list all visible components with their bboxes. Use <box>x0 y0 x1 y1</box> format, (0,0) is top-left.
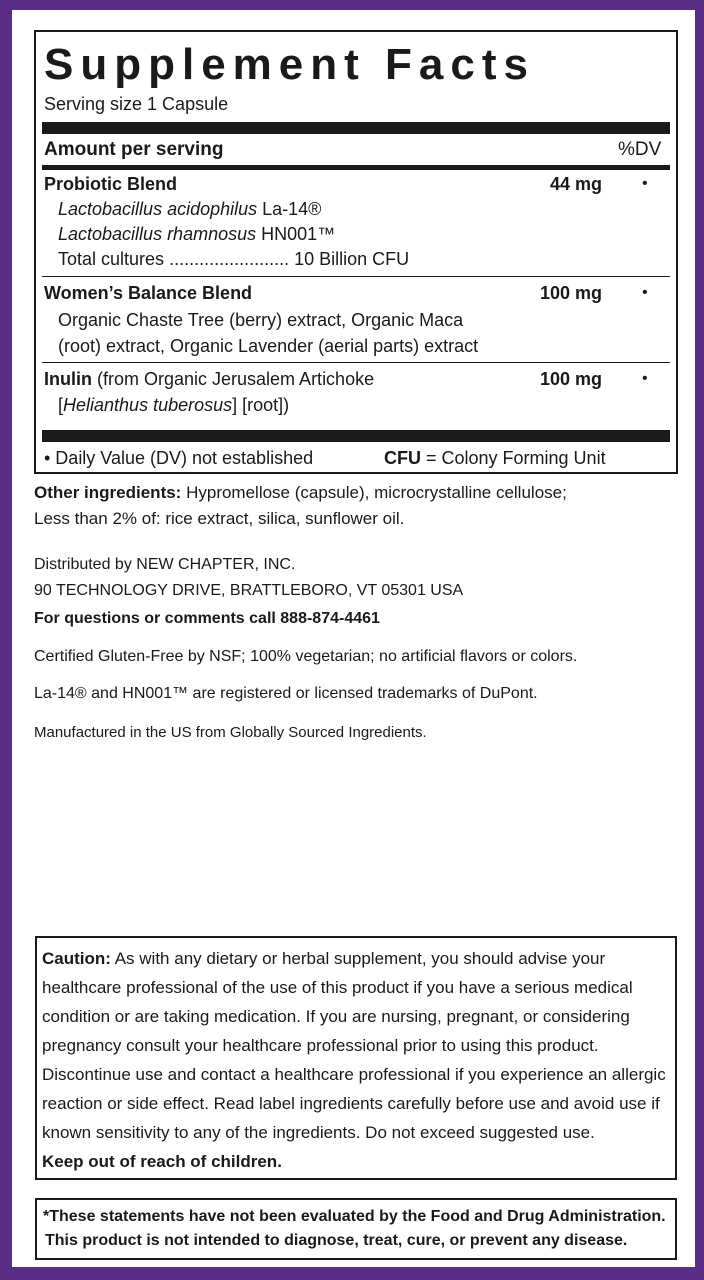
total-cultures <box>58 247 409 271</box>
footnote-cfu <box>384 446 606 470</box>
total-cultures-dots: ........................ <box>169 249 290 269</box>
thick-divider <box>42 122 670 134</box>
other-ingredients-line-1 <box>34 480 567 505</box>
strain-2 <box>58 222 335 246</box>
total-cultures-value: 10 Billion CFU <box>294 249 410 269</box>
inulin-dv: • <box>642 370 648 387</box>
strain-1 <box>58 197 321 221</box>
distributor-line-1: Distributed by NEW CHAPTER, INC. <box>34 556 296 573</box>
row-divider <box>42 276 670 277</box>
womens-blend-amount: 100 mg <box>540 283 603 303</box>
strain-2-code: HN001™ <box>261 224 336 244</box>
inulin-line-2 <box>58 393 289 417</box>
caution-text <box>42 944 672 1176</box>
dv-header: %DV <box>618 139 662 160</box>
inulin-amount: 100 mg <box>540 369 603 389</box>
inulin-desc: (from Organic Jerusalem Artichoke <box>92 369 375 389</box>
trademark-line: La-14® and HN001™ are registered or licensed trademarks of DuPont. <box>34 685 538 702</box>
caution-body: As with any dietary or herbal supplement, you should advise your healthcare professional of the use of this product if you have a serious medical condition or are taking medication. If you are nursing, pregnant, or considering pregnancy consult your healthcare professional prior to using this product. Discontinue use and contact a healthcare professional if you experience an allergic reaction or side effect. Read label ingredients carefully before use and avoid use if known sensitivity to any of the ingredients. Do not exceed suggested use. <box>42 949 666 1142</box>
cfu-abbr: CFU <box>384 448 421 468</box>
supplement-facts-box <box>34 30 678 474</box>
probiotic-blend-name: Probiotic Blend <box>44 174 178 194</box>
facts-title: Supplement Facts <box>44 40 535 89</box>
womens-blend-name: Women’s Balance Blend <box>44 283 253 303</box>
fda-disclaimer-box <box>35 1198 677 1260</box>
probiotic-blend-amount: 44 mg <box>550 174 603 194</box>
medium-divider <box>42 165 670 170</box>
strain-1-name: Lactobacillus acidophilus <box>58 199 258 219</box>
manufactured-line: Manufactured in the US from Globally Sourced Ingredients. <box>34 724 427 741</box>
inulin-bracket: [ <box>58 395 64 415</box>
other-ingredients-label: Other ingredients: <box>34 483 182 502</box>
strain-1-code: La-14® <box>262 199 322 219</box>
disclaimer-line-1: *These statements have not been evaluated by the Food and Drug Administration. <box>43 1208 666 1225</box>
inulin-latin: Helianthus tuberosus <box>63 395 233 415</box>
womens-blend-line-2: (root) extract, Organic Lavender (aerial parts) extract <box>58 336 479 356</box>
disclaimer-line-2: This product is not intended to diagnose, treat, cure, or prevent any disease. <box>45 1232 628 1249</box>
keep-out-warning: Keep out of reach of children. <box>42 1152 282 1171</box>
probiotic-blend-dv: • <box>642 175 648 192</box>
inulin-line-1 <box>44 367 374 391</box>
inulin-name: Inulin <box>44 369 92 389</box>
womens-blend-dv: • <box>642 284 648 301</box>
phone-line: For questions or comments call 888-874-4461 <box>34 610 380 627</box>
caution-label: Caution: <box>42 949 111 968</box>
footnote-dv: • Daily Value (DV) not established <box>44 448 314 468</box>
womens-blend-line-1: Organic Chaste Tree (berry) extract, Organic Maca <box>58 310 464 330</box>
strain-2-name: Lactobacillus rhamnosus <box>58 224 257 244</box>
cfu-definition: = Colony Forming Unit <box>421 448 606 468</box>
other-ingredients-line-2: Less than 2% of: rice extract, silica, sunflower oil. <box>34 509 405 528</box>
total-cultures-label: Total cultures <box>58 249 165 269</box>
inulin-rest: ] [root]) <box>232 395 290 415</box>
serving-size: Serving size 1 Capsule <box>44 94 229 114</box>
other-ingredients-text: Hypromellose (capsule), microcrystalline cellulose; <box>181 483 567 502</box>
label-panel <box>12 10 695 1267</box>
certified-line: Certified Gluten-Free by NSF; 100% vegetarian; no artificial flavors or colors. <box>34 648 578 665</box>
distributor-line-2: 90 TECHNOLOGY DRIVE, BRATTLEBORO, VT 05301 USA <box>34 582 464 599</box>
row-divider <box>42 362 670 363</box>
amount-per-serving: Amount per serving <box>44 139 224 160</box>
caution-box <box>35 936 677 1180</box>
thick-divider <box>42 430 670 442</box>
